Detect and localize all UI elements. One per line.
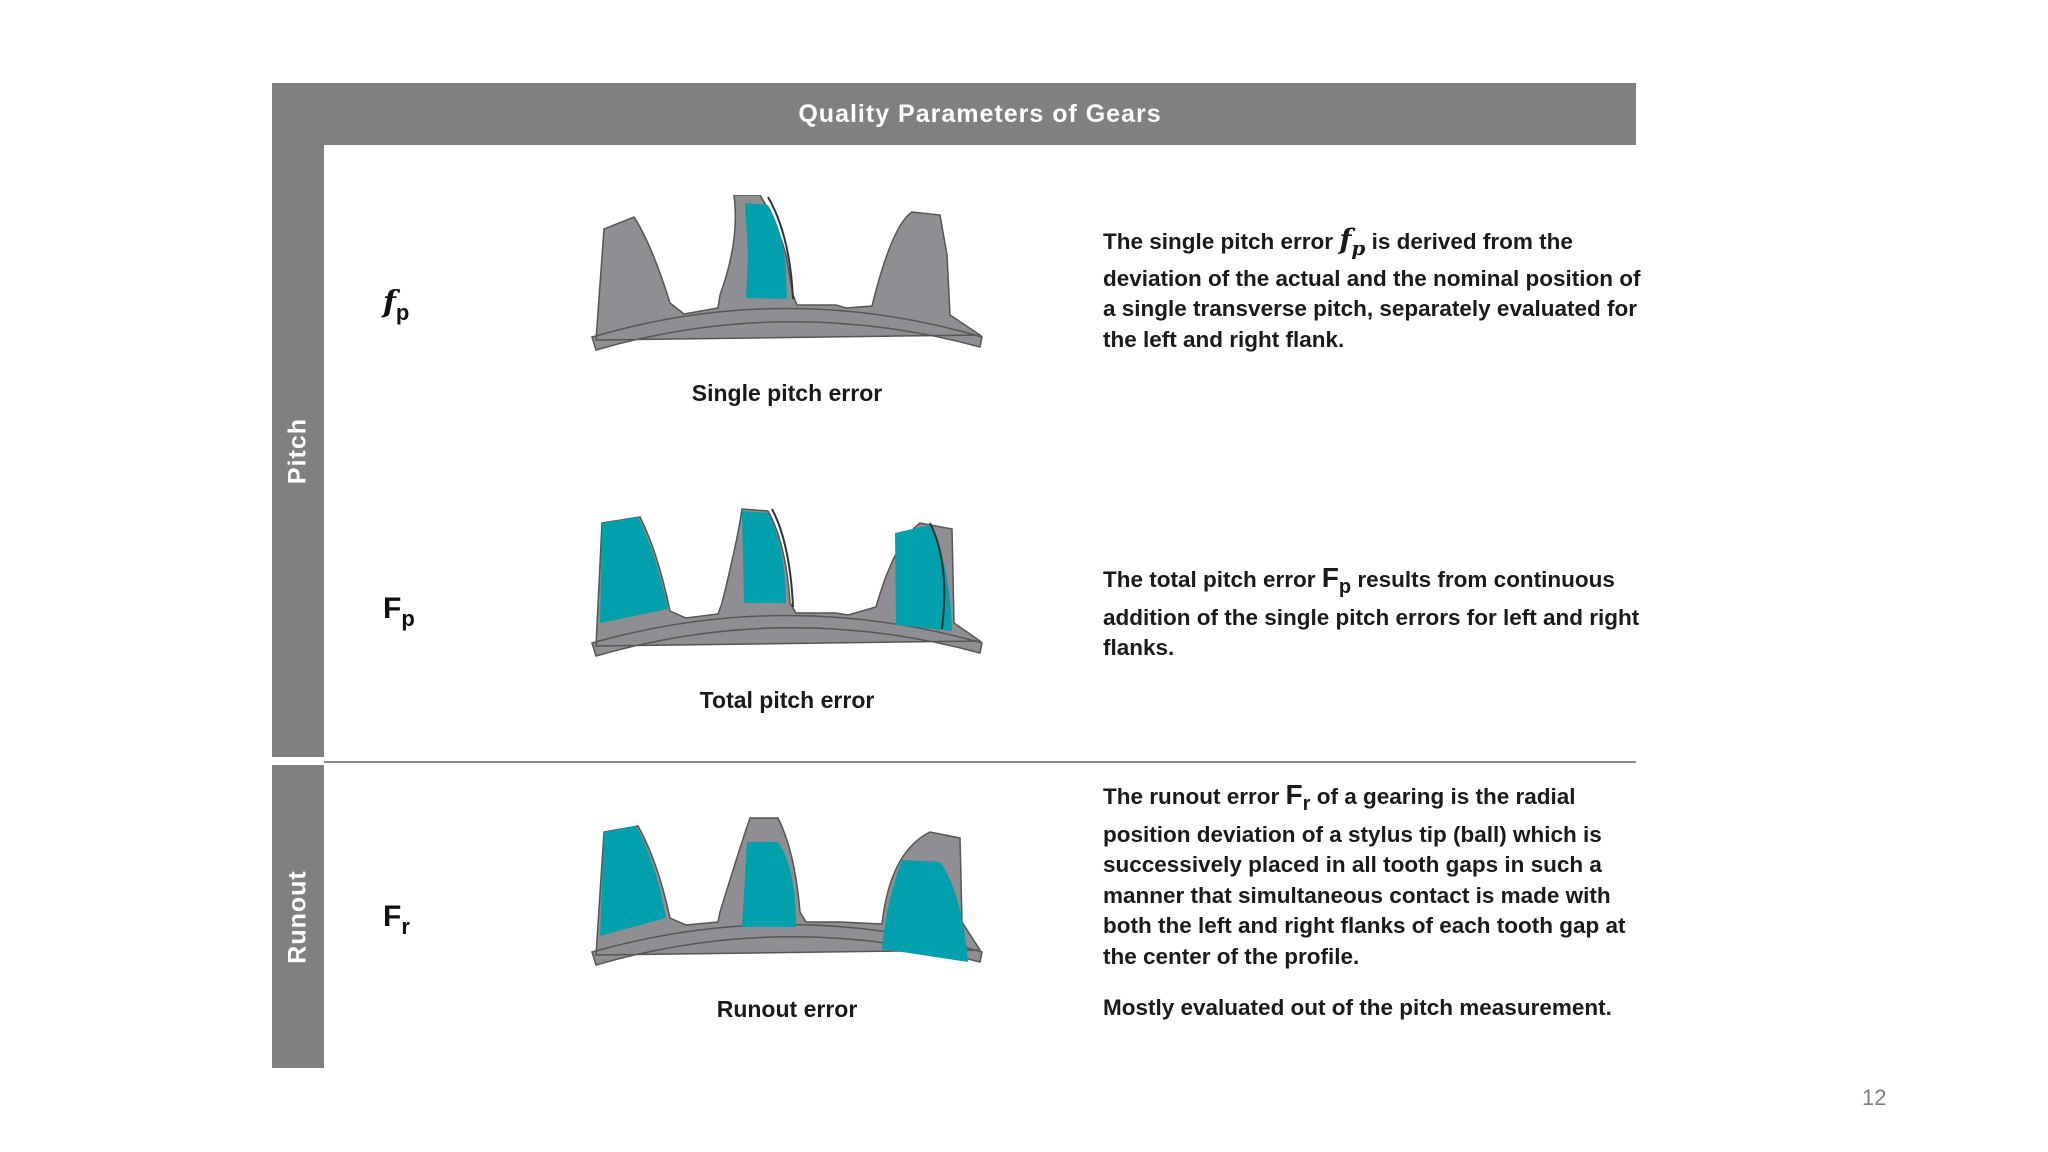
gear-tooth-teal bbox=[600, 517, 668, 623]
section-runout-bar bbox=[272, 765, 324, 1068]
page-title: Quality Parameters of Gears bbox=[798, 100, 1162, 128]
desc-single-pitch: The single pitch error $f_p$ is derived from the deviation of the actual and the nominal position of a single transverse pitch, separately evaluated for the left and right flank. bbox=[1103, 223, 1641, 352]
gear-base bbox=[592, 195, 982, 350]
page-number: 12 bbox=[1862, 1085, 1887, 1110]
single-pitch-error-diagram bbox=[590, 195, 984, 365]
inline-symbol-fp: $f_p$ bbox=[1339, 223, 1366, 260]
desc-runout: The runout error $F_r$ of a gearing is the radial position deviation of a stylus tip (ball) which is successively placed in all tooth gaps in such a manner that simultaneous contact is made with both the left and right flanks of each tooth gap at the center of the profile. bbox=[1103, 779, 1626, 969]
section-pitch-bar bbox=[272, 145, 324, 757]
runout-note: Mostly evaluated out of the pitch measurement. bbox=[1103, 995, 1612, 1020]
runout-error-diagram bbox=[590, 812, 984, 982]
section-divider bbox=[324, 761, 1636, 763]
symbol-Fr: $F_r$ bbox=[383, 900, 410, 939]
total-pitch-error-diagram bbox=[590, 503, 984, 673]
symbol-fp: $f_p$ bbox=[383, 285, 410, 325]
gear-tooth-teal bbox=[600, 826, 666, 936]
symbol-Fp: $F_p$ bbox=[383, 592, 415, 631]
caption-runout: Runout error bbox=[716, 996, 858, 1022]
inline-symbol-Fr: $F_r$ bbox=[1285, 779, 1311, 815]
gear-tooth-teal bbox=[745, 203, 787, 299]
section-runout-label: Runout bbox=[283, 869, 312, 964]
caption-total-pitch: Total pitch error bbox=[699, 687, 875, 713]
section-pitch-label: Pitch bbox=[283, 417, 312, 485]
caption-single-pitch: Single pitch error bbox=[691, 380, 883, 406]
desc-total-pitch: The total pitch error $F_p$ results from continuous addition of the single pitch errors for left and right flanks. bbox=[1103, 562, 1640, 660]
inline-symbol-Fp: $F_p$ bbox=[1321, 562, 1352, 598]
